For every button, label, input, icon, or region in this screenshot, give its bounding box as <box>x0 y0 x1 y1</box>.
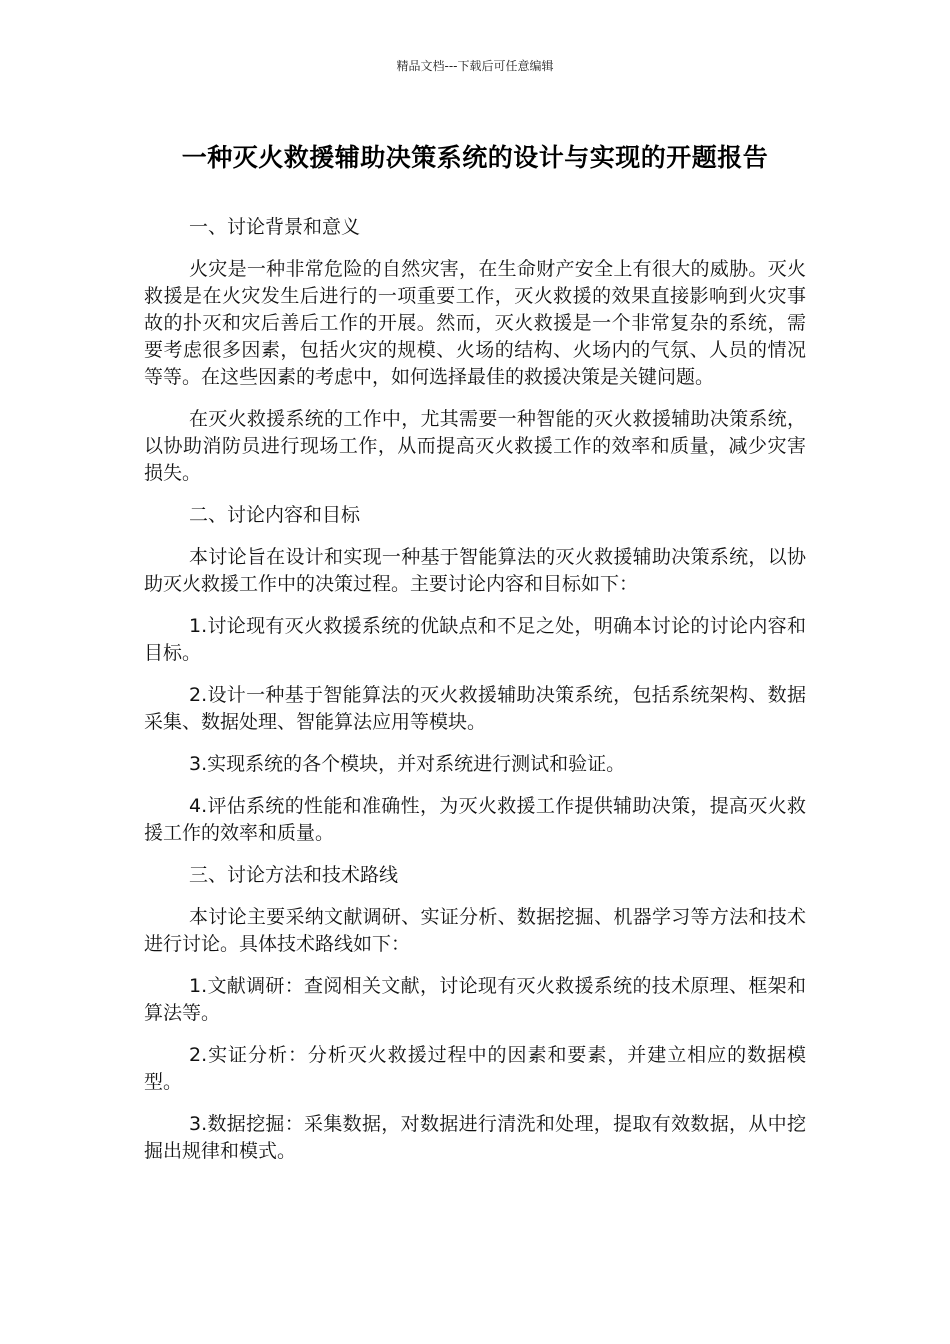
document-title: 一种灭火救援辅助决策系统的设计与实现的开题报告 <box>181 143 769 172</box>
list-item: 2.实证分析：分析灭火救援过程中的因素和要素，并建立相应的数据模型。 <box>144 1044 806 1093</box>
body-paragraph: 本讨论旨在设计和实现一种基于智能算法的灭火救援辅助决策系统，以协助灭火救援工作中的决策过程。主要讨论内容和目标如下： <box>144 546 806 595</box>
list-item: 3.数据挖掘：采集数据，对数据进行清洗和处理，提取有效数据，从中挖掘出规律和模式。 <box>144 1113 806 1162</box>
body-paragraph: 在灭火救援系统的工作中，尤其需要一种智能的灭火救援辅助决策系统，以协助消防员进行现场工作，从而提高灭火救援工作的效率和质量，减少灾害损失。 <box>144 408 806 484</box>
section-heading: 一、讨论背景和意义 <box>189 216 361 238</box>
list-item: 1.讨论现有灭火救援系统的优缺点和不足之处，明确本讨论的讨论内容和目标。 <box>144 615 806 664</box>
list-item: 3.实现系统的各个模块，并对系统进行测试和验证。 <box>189 753 626 775</box>
body-paragraph: 本讨论主要采纳文献调研、实证分析、数据挖掘、机器学习等方法和技术进行讨论。具体技术路线如下： <box>144 906 806 955</box>
body-paragraph: 火灾是一种非常危险的自然灾害，在生命财产安全上有很大的威胁。灭火救援是在火灾发生后进行的一项重要工作，灭火救援的效果直接影响到火灾事故的扑灭和灾后善后工作的开展。然而，灭火救援是一个非常复杂的系统，需要考虑很多因素，包括火灾的规模、火场的结构、火场内的气氛、人员的情况等等。在这些因素的考虑中，如何选择最佳的救援决策是关键问题。 <box>144 258 806 388</box>
section-heading: 二、讨论内容和目标 <box>189 504 361 526</box>
page-header-note: 精品文档---下载后可任意编辑 <box>396 59 554 73</box>
list-item: 2.设计一种基于智能算法的灭火救援辅助决策系统，包括系统架构、数据采集、数据处理、智能算法应用等模块。 <box>144 684 806 733</box>
document-body <box>144 214 806 1180</box>
list-item: 4.评估系统的性能和准确性，为灭火救援工作提供辅助决策，提高灭火救援工作的效率和质量。 <box>144 795 806 844</box>
section-heading: 三、讨论方法和技术路线 <box>189 864 399 886</box>
list-item: 1.文献调研：查阅相关文献，讨论现有灭火救援系统的技术原理、框架和算法等。 <box>144 975 806 1024</box>
